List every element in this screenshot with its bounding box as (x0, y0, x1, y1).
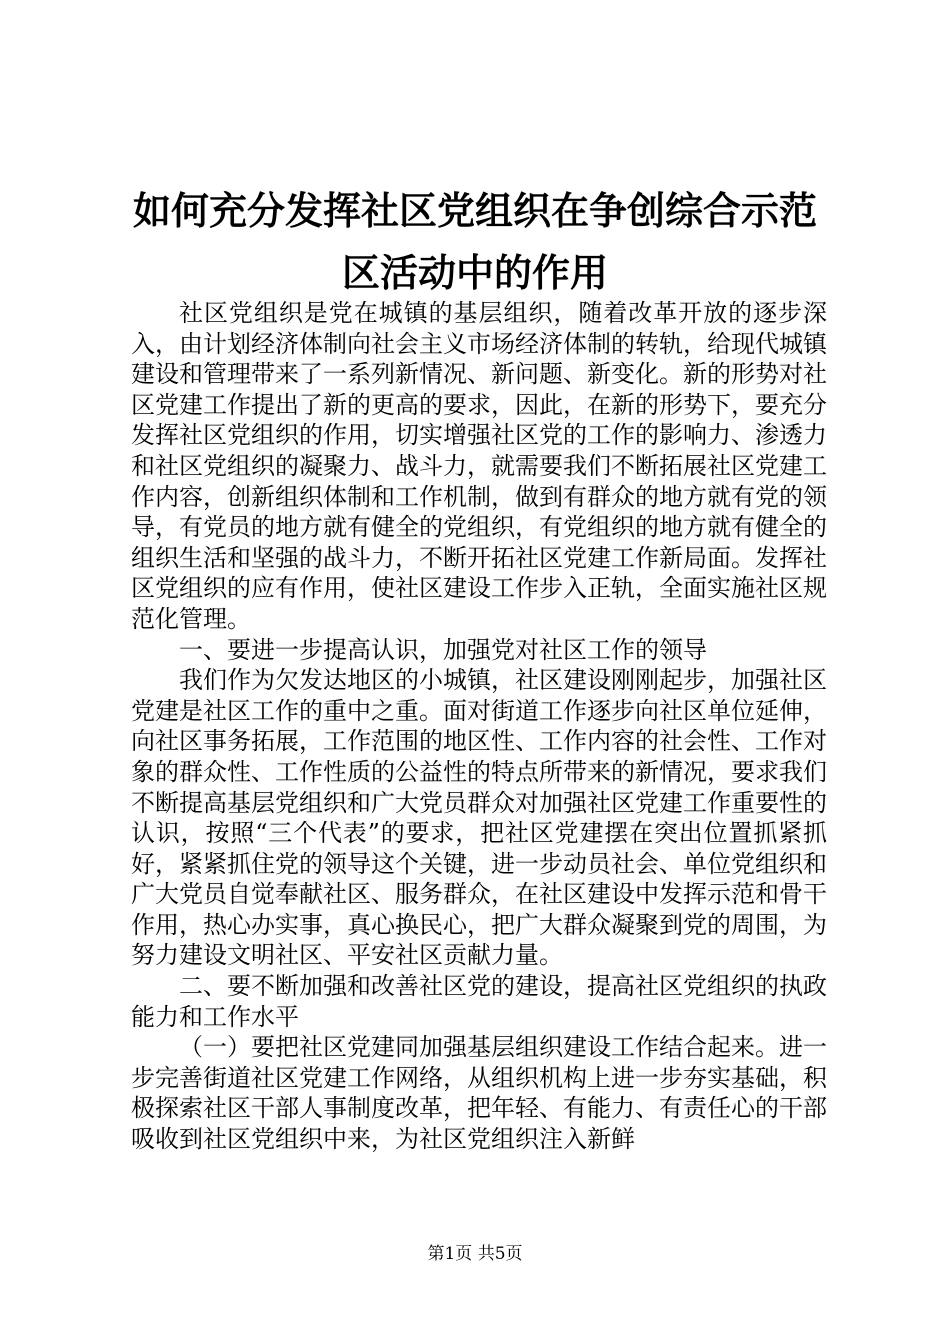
document-body (131, 298, 827, 1155)
paragraph-section-1: 我们作为欠发达地区的小城镇，社区建设刚刚起步，加强社区党建是社区工作的重中之重。面对街道工作逐步向社区单位延伸，向社区事务拓展，工作范围的地区性、工作内容的社会性、工作对象的群众性、工作性质的公益性的特点所带来的新情况，要求我们不断提高基层党组织和广大党员群众对加强社区党建工作重要性的认识，按照“三个代表”的要求，把社区党建摆在突出位置抓紧抓好，紧紧抓住党的领导这个关键，进一步动员社会、单位党组织和广大党员自觉奉献社区、服务群众，在社区建设中发挥示范和骨干作用，热心办实事，真心换民心，把广大群众凝聚到党的周围，为努力建设文明社区、平安社区贡献力量。 (131, 666, 827, 970)
page-footer: 第1页 共5页 (427, 1244, 523, 1264)
section-heading-2: 二、要不断加强和改善社区党的建设，提高社区党组织的执政能力和工作水平 (131, 972, 827, 1031)
paragraph-intro: 社区党组织是党在城镇的基层组织，随着改革开放的逐步深入，由计划经济体制向社会主义市场经济体制的转轨，给现代城镇建设和管理带来了一系列新情况、新问题、新变化。新的形势对社区党建工作提出了新的更高的要求，因此，在新的形势下，要充分发挥社区党组织的作用，切实增强社区党的工作的影响力、渗透力和社区党组织的凝聚力、战斗力，就需要我们不断拓展社区党建工作内容，创新组织体制和工作机制，做到有群众的地方就有党的领导，有党员的地方就有健全的党组织，有党组织的地方就有健全的组织生活和坚强的战斗力，不断开拓社区党建工作新局面。发挥社区党组织的应有作用，使社区建设工作步入正轨，全面实施社区规范化管理。 (131, 299, 827, 633)
paragraph-subsection-1: （一）要把社区党建同加强基层组织建设工作结合起来。进一步完善街道社区党建工作网络，从组织机构上进一步夯实基础，积极探索社区干部人事制度改革，把年轻、有能力、有责任心的干部吸收到社区党组织中来，为社区党组织注入新鲜 (131, 1033, 827, 1154)
section-heading-1: 一、要进一步提高认识，加强党对社区工作的领导 (179, 635, 707, 664)
document-title: 如何充分发挥社区党组织在争创综合示范区活动中的作用 (132, 189, 817, 295)
